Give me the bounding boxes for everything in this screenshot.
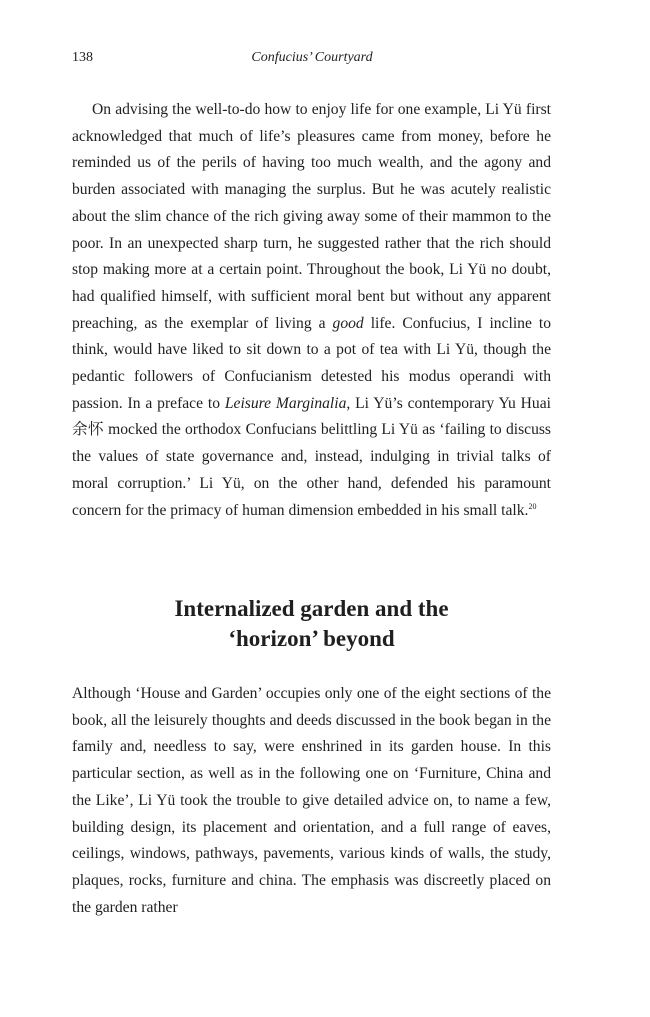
section-heading <box>72 594 551 654</box>
paragraph-text: On advising the well-to-do how to enjoy life for one example, Li Yü first acknowledged that much of life’s pleasures came from money, before he reminded us of the perils of having too much wealth, and the agony and burden associated with managing the surplus. But he was acutely realistic about the slim chance of the rich giving away some of their mammon to the poor. In an unexpected sharp turn, he suggested rather that the rich should stop making more at a certain point. Throughout the book, Li Yü no doubt, had qualified himself, with sufficient moral bent but without any apparent preaching, as the exemplar of living a <box>72 101 551 332</box>
page-number: 138 <box>72 50 93 65</box>
section-heading-line-1: Internalized garden and the <box>174 596 449 621</box>
paragraph-text: life. Confucius, I incline to think, would have liked to sit down to a pot of tea with Li Yü, though the pedantic followers of Confucianism detested his modus operandi with passion. In a preface to <box>72 314 552 412</box>
book-title: Leisure Marginalia <box>224 394 347 412</box>
footnote-reference: 20 <box>528 501 537 511</box>
running-title: Confucius’ Courtyard <box>251 50 373 65</box>
paragraph-text: , Li Yü’s contemporary Yu Huai 余怀 mocked the orthodox Confucians belittling Li Yü as ‘failing to discuss the values of state governance and, instead, indulging in trivial talks of moral corruption.’ Li Yü, on the other hand, defended his paramount concern for the primacy of human dimension embedded in his small talk. <box>72 394 551 519</box>
body-paragraph-2: Although ‘House and Garden’ occupies only one of the eight sections of the book, all the leisurely thoughts and deeds discussed in the book began in the family and, needless to say, were enshrined in its garden house. In this particular section, as well as in the following one on ‘Furniture, China and the Like’, Li Yü took the trouble to give detailed advice on, to name a few, building design, its placement and orientation, and a full range of eaves, ceilings, windows, pathways, pavements, various kinds of walls, the study, plaques, rocks, furniture and china. The emphasis was discreetly placed on the garden rather <box>72 685 551 916</box>
emphasized-word: good <box>332 314 364 332</box>
running-header <box>72 50 552 72</box>
body-paragraph-1 <box>72 97 551 524</box>
section-heading-line-2: ‘horizon’ beyond <box>228 626 395 651</box>
